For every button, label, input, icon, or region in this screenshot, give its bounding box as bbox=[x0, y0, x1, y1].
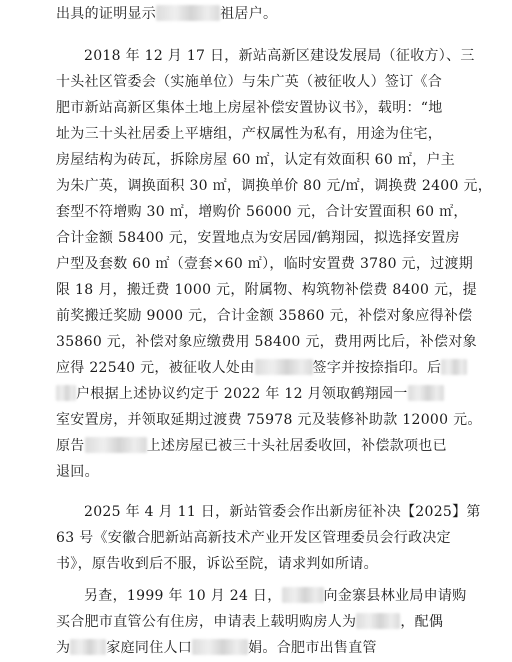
redacted-name bbox=[356, 613, 400, 629]
text-line-24: 为 家庭同住人口 娟。合肥市出售直管 bbox=[56, 640, 377, 656]
text-line-13: 35860 元，补偿对象应缴费用 58400 元，费用两比后，补偿对象 bbox=[56, 334, 477, 350]
text-line-18: 退回。 bbox=[56, 464, 99, 480]
text-line-11: 限 18 月，搬迁费 1000 元，附属物、构筑物补偿费 8400 元，提 bbox=[56, 282, 477, 298]
text-line-7: 为朱广英，调换面积 30 ㎡，调换单价 80 元/㎡，调换费 2400 元， bbox=[56, 178, 493, 194]
text-line-9: 合计金额 58400 元，安置地点为安居园/鹤翔园，拟选择安置房 bbox=[56, 230, 460, 246]
redacted-name bbox=[70, 639, 106, 655]
text-line-12: 前奖搬迁奖励 9000 元，合计金额 35860 元，补偿对象应得补偿 bbox=[56, 308, 473, 324]
text-line-17: 原告 上述房屋已被三十头社居委收回，补偿款项也已 bbox=[56, 438, 447, 454]
text-line-4: 肥市新站高新区集体土地上房屋补偿安置协议书》，载明：“地 bbox=[56, 100, 443, 116]
text-line-20: 63 号《安徽合肥新站高新技术产业开发区管理委员会行政决定 bbox=[56, 530, 451, 546]
text-line-19: 2025 年 4 月 11 日，新站管委会作出新房征补决【2025】第 bbox=[84, 504, 481, 520]
text-line-23: 买合肥市直管公有住房，申请表上载明购房人为 ，配偶 bbox=[56, 614, 444, 630]
redacted-name bbox=[156, 5, 220, 21]
redacted-name bbox=[282, 587, 324, 603]
text-line-5: 址为三十头社居委上平塘组，产权属性为私有，用途为住宅， bbox=[56, 126, 443, 142]
text-line-6: 房屋结构为砖瓦，拆除房屋 60 ㎡，认定有效面积 60 ㎡，户主 bbox=[56, 152, 456, 168]
text-line-10: 户型及套数 60 ㎡（壹套×60 ㎡），临时安置费 3780 元，过渡期 bbox=[56, 256, 474, 272]
redacted-name bbox=[441, 359, 467, 375]
redacted-name bbox=[85, 437, 147, 453]
redacted-name bbox=[192, 639, 248, 655]
text-line-3: 十头社区管委会（实施单位）与朱广英（被征收人）签订《合 bbox=[56, 74, 443, 90]
text-line-15: 户根据上述协议约定于 2022 年 12 月领取鹤翔园一 bbox=[56, 382, 444, 406]
text-line-14: 应得 22540 元，被征收人处由 签字并按捺指印。后 bbox=[56, 356, 467, 380]
text-line-16: 室安置房，并领取延期过渡费 75978 元及装修补助款 12000 元。 bbox=[56, 412, 482, 428]
text-line-8: 套型不符增购 30 ㎡，增购价 56000 元，合计安置面积 60 ㎡， bbox=[56, 204, 468, 220]
redacted-name bbox=[56, 385, 76, 401]
text-line-1: 出具的证明显示 祖居户。 bbox=[56, 6, 278, 22]
text-line-22: 另查，1999 年 10 月 24 日， 向金寨县林业局申请购 bbox=[84, 588, 467, 604]
redacted-name bbox=[255, 359, 313, 375]
text-line-21: 书》，原告收到后不服，诉讼至院，请求判如所请。 bbox=[56, 556, 378, 572]
redacted-room bbox=[408, 385, 444, 401]
text-line-2: 2018 年 12 月 17 日，新站高新区建设发展局（征收方）、三 bbox=[84, 48, 475, 64]
